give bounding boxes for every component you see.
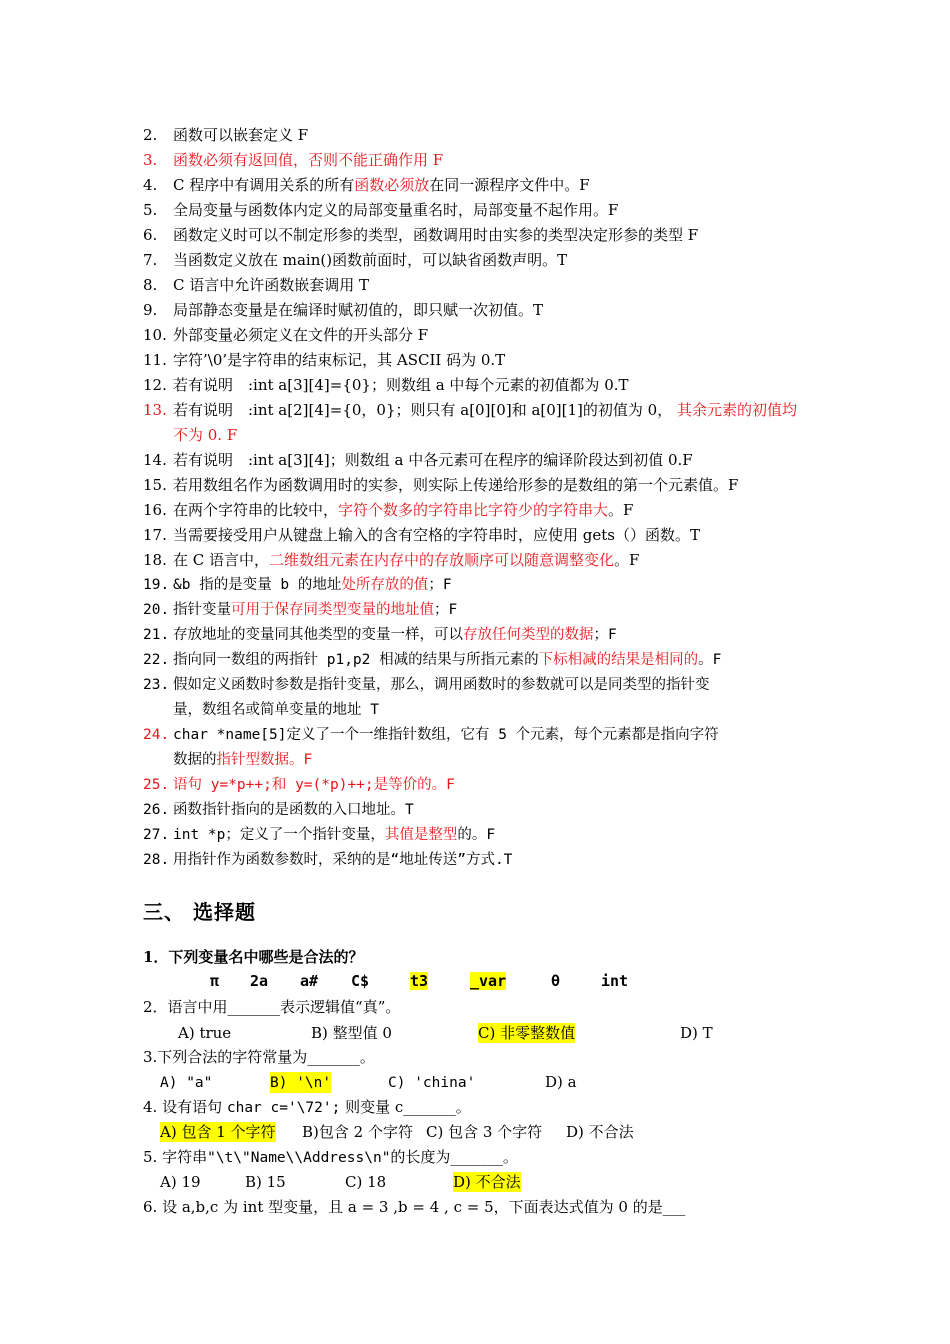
- tf-item-5: 5. 全局变量与函数体内定义的局部变量重名时，局部变量不起作用。F: [143, 201, 619, 219]
- tf-item-24-continued: 数据的指针型数据。F: [173, 752, 313, 768]
- tf-item-27: 27. int *p；定义了一个指针变量，其值是整型的。F: [143, 827, 496, 843]
- q3-option-d: D) a: [545, 1073, 577, 1091]
- q5-option-b: B) 15: [245, 1173, 286, 1191]
- tf-item-2: 2. 函数可以嵌套定义 F: [143, 126, 309, 144]
- identifier-option: π: [210, 972, 220, 990]
- tf-item-10: 10. 外部变量必须定义在文件的开头部分 F: [143, 326, 429, 344]
- tf-item-18: 18. 在 C 语言中，二维数组元素在内存中的存放顺序可以随意调整变化。F: [143, 551, 640, 569]
- question-1-title: 1．下列变量名中哪些是合法的？: [143, 948, 364, 966]
- q5-option-a: A) 19: [160, 1173, 201, 1191]
- identifier-option: 2a: [250, 972, 269, 990]
- tf-item-8: 8. C 语言中允许函数嵌套调用 T: [143, 276, 370, 294]
- q4-option-d: D) 不合法: [566, 1123, 634, 1141]
- tf-item-24: 24. char *name[5]定义了一个一维指针数组，它有 5 个元素，每个元素都是指向字符: [143, 727, 719, 743]
- q4-option-c: C) 包含 3 个字符: [426, 1123, 543, 1141]
- tf-item-20: 20. 指针变量可用于保存同类型变量的地址值；F: [143, 602, 458, 618]
- identifier-option-correct: _var: [470, 972, 507, 990]
- tf-item-15: 15. 若用数组名作为函数调用时的实参，则实际上传递给形参的是数组的第一个元素值。F: [143, 476, 739, 494]
- tf-item-28: 28. 用指针作为函数参数时，采纳的是“地址传送”方式.T: [143, 852, 513, 868]
- tf-item-14: 14. 若有说明 :int a[3][4]；则数组 a 中各元素可在程序的编译阶段达到初值 0.F: [143, 451, 693, 469]
- identifier-option-correct: t3: [410, 972, 429, 990]
- q4-option-b: B)包含 2 个字符: [302, 1123, 413, 1141]
- question-4-title: 4. 设有语句 char c='\72'; 则变量 c_______。: [143, 1098, 471, 1116]
- tf-item-11: 11. 字符’\0’是字符串的结束标记，其 ASCII 码为 0.T: [143, 351, 506, 369]
- tf-item-16: 16. 在两个字符串的比较中，字符个数多的字符串比字符少的字符串大。F: [143, 501, 634, 519]
- q3-option-b-correct: B) '\n': [270, 1072, 331, 1093]
- tf-item-3: 3. 函数必须有返回值，否则不能正确作用 F: [143, 151, 444, 169]
- tf-item-21: 21. 存放地址的变量同其他类型的变量一样，可以存放任何类型的数据；F: [143, 627, 617, 643]
- q2-option-b: B) 整型值 0: [311, 1024, 392, 1042]
- q2-option-c-correct: C) 非零整数值: [478, 1024, 576, 1042]
- section-heading: 三、 选择题: [143, 900, 256, 924]
- tf-item-23: 23. 假如定义函数时参数是指针变量，那么，调用函数时的参数就可以是同类型的指针变: [143, 677, 710, 693]
- q3-option-a: A) "a": [160, 1075, 213, 1091]
- tf-item-19: 19. &b 指的是变量 b 的地址处所存放的值；F: [143, 577, 452, 593]
- q2-option-d: D) T: [680, 1024, 713, 1042]
- identifier-option: int: [601, 972, 629, 990]
- tf-item-17: 17. 当需要接受用户从键盘上输入的含有空格的字符串时，应使用 gets（）函数。T: [143, 526, 700, 544]
- tf-item-13: 13. 若有说明 :int a[2][4]={0，0}；则只有 a[0][0]和 a[0][1]的初值为 0， 其余元素的初值均: [143, 401, 797, 419]
- tf-item-4: 4. C 程序中有调用关系的所有函数必须放在同一源程序文件中。F: [143, 176, 590, 194]
- q4-option-a-correct: A) 包含 1 个字符: [160, 1123, 276, 1141]
- tf-item-23-continued: 量，数组名或简单变量的地址 T: [173, 702, 379, 718]
- q3-option-c: C) 'china': [388, 1075, 476, 1091]
- question-3-title: 3.下列合法的字符常量为_______。: [143, 1048, 375, 1066]
- q5-option-c: C) 18: [345, 1173, 387, 1191]
- tf-item-25: 25. 语句 y=*p++;和 y=(*p)++;是等价的。F: [143, 777, 455, 793]
- identifier-option: a#: [300, 972, 319, 990]
- tf-item-9: 9. 局部静态变量是在编译时赋初值的，即只赋一次初值。T: [143, 301, 544, 319]
- q5-option-d-correct: D) 不合法: [453, 1173, 521, 1191]
- q2-option-a: A) true: [178, 1024, 232, 1042]
- tf-item-22: 22. 指向同一数组的两指针 p1,p2 相减的结果与所指元素的下标相减的结果是相同的。F: [143, 652, 722, 668]
- question-6-title: 6. 设 a,b,c 为 int 型变量，且 a = 3 ,b = 4 , c = 5，下面表达式值为 0 的是___: [143, 1198, 686, 1216]
- question-5-title: 5. 字符串"\t\"Name\\Address\n"的长度为_______。: [143, 1148, 518, 1166]
- tf-item-12: 12. 若有说明 :int a[3][4]={0}；则数组 a 中每个元素的初值都为 0.T: [143, 376, 629, 394]
- tf-item-26: 26. 函数指针指向的是函数的入口地址。T: [143, 802, 414, 818]
- tf-item-6: 6. 函数定义时可以不制定形参的类型，函数调用时由实参的类型决定形参的类型 F: [143, 226, 699, 244]
- identifier-option: θ: [551, 972, 561, 990]
- tf-item-13-continued: 不为 0. F: [173, 426, 238, 444]
- identifier-option: C$: [351, 972, 370, 990]
- question-2-title: 2．语言中用_______表示逻辑值“真”。: [143, 998, 401, 1016]
- tf-item-7: 7. 当函数定义放在 main()函数前面时，可以缺省函数声明。T: [143, 251, 568, 269]
